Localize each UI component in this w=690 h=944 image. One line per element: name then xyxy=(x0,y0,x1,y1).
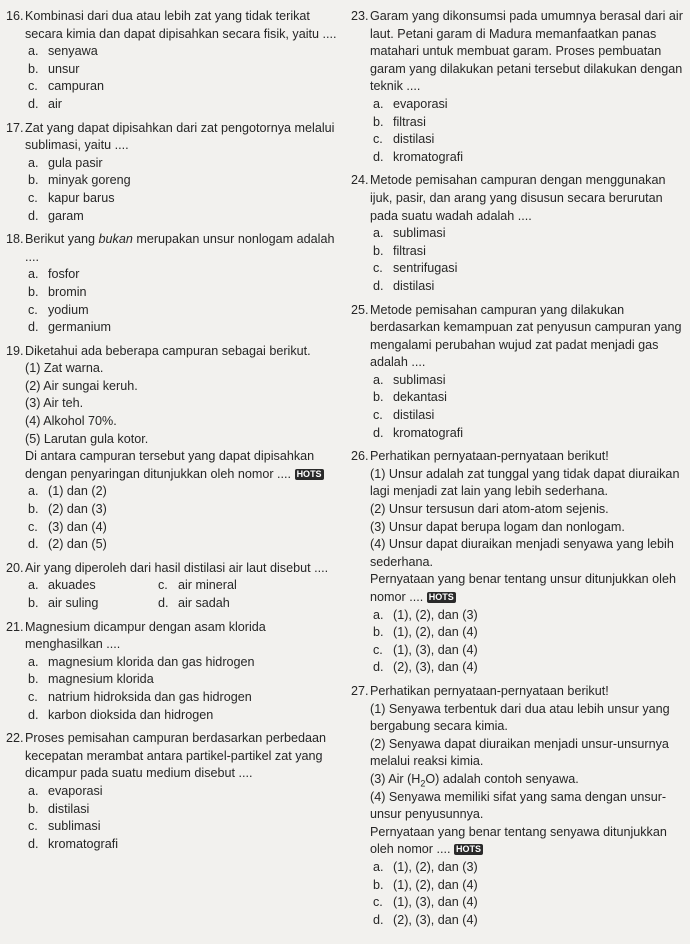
option-a[interactable]: a. magnesium klorida dan gas hidrogen xyxy=(28,654,255,669)
option-c[interactable]: c. (1), (3), dan (4) xyxy=(373,895,478,910)
option-c[interactable]: c. (1), (3), dan (4) xyxy=(373,642,478,657)
statement-item: (1) Senyawa terbentuk dari dua atau lebih unsur yang bergabung secara kimia. xyxy=(370,701,670,734)
question-number: 18. xyxy=(6,232,24,247)
question-stem: Diketahui ada beberapa campuran sebagai berikut. xyxy=(25,343,311,358)
option-b[interactable]: b. air suling xyxy=(28,596,99,610)
option-d[interactable]: d. germanium xyxy=(28,320,111,335)
mixture-list xyxy=(6,360,339,448)
statement-list xyxy=(351,701,684,824)
option-c[interactable]: c. distilasi xyxy=(373,408,435,423)
option-b[interactable]: b. (1), (2), dan (4) xyxy=(373,877,478,892)
question-17 xyxy=(6,120,339,226)
option-a[interactable]: a. senyawa xyxy=(28,44,98,59)
option-a[interactable]: a. gula pasir xyxy=(28,155,103,170)
question-stem: Perhatikan pernyataan-pernyataan berikut! xyxy=(370,449,609,464)
question-16 xyxy=(6,8,339,114)
list-item: (1) Zat warna. xyxy=(25,361,104,376)
question-stem: Zat yang dapat dipisahkan dari zat pengotornya melalui sublimasi, yaitu .... xyxy=(25,120,335,153)
option-c[interactable]: c. distilasi xyxy=(373,132,435,147)
option-c[interactable]: c. (3) dan (4) xyxy=(28,519,107,534)
list-item: (5) Larutan gula kotor. xyxy=(25,431,149,446)
option-b[interactable]: b. magnesium klorida xyxy=(28,672,154,687)
question-stem: Perhatikan pernyataan-pernyataan berikut! xyxy=(370,683,609,698)
question-number: 22. xyxy=(6,731,24,746)
emphasis-word: bukan xyxy=(98,232,133,247)
question-stem: Metode pemisahan campuran yang dilakukan berdasarkan kemampuan zat penyusun campuran yang mengalami perubahan wujud zat padat menjadi gas adalah .... xyxy=(370,302,682,370)
statement-item: (4) Senyawa memiliki sifat yang sama dengan unsur-unsur penyusunnya. xyxy=(370,789,667,822)
option-d[interactable]: d. distilasi xyxy=(373,278,435,293)
option-c[interactable]: c. air mineral xyxy=(158,578,237,593)
option-a[interactable]: a. fosfor xyxy=(28,267,80,282)
option-d[interactable]: d. (2), (3), dan (4) xyxy=(373,912,478,927)
question-number: 16. xyxy=(6,9,24,23)
option-b[interactable]: b. dekantasi xyxy=(373,390,447,405)
question-number: 20. xyxy=(6,560,24,575)
question-19 xyxy=(6,343,339,554)
question-number: 19. xyxy=(6,343,24,358)
question-27 xyxy=(351,683,684,929)
question-stem: Air yang diperoleh dari hasil distilasi air laut disebut .... xyxy=(25,560,329,575)
option-a[interactable]: a. akuades xyxy=(28,578,96,593)
option-d[interactable]: d. kromatografi xyxy=(373,425,463,440)
option-c[interactable]: c. yodium xyxy=(28,302,89,317)
option-c[interactable]: c. natrium hidroksida dan gas hidrogen xyxy=(28,689,252,704)
option-d[interactable]: d. (2), (3), dan (4) xyxy=(373,660,478,675)
statement-item: (2) Unsur tersusun dari atom-atom sejenis. xyxy=(370,502,609,517)
option-b[interactable]: b. filtrasi xyxy=(373,243,426,258)
option-b[interactable]: b. unsur xyxy=(28,61,80,76)
question-21 xyxy=(6,619,339,725)
option-b[interactable]: b. (2) dan (3) xyxy=(28,502,107,517)
question-note: Di antara campuran tersebut yang dapat dipisahkan dengan penyaringan ditunjukkan oleh nomor .... xyxy=(25,449,315,481)
option-b[interactable]: b. bromin xyxy=(28,284,87,299)
question-18: 18. Berikut yang bukan merupakan unsur nonlogam adalah .... a. fosfor b. bromin c. yodium d. germanium xyxy=(6,231,339,337)
question-number: 26. xyxy=(351,449,369,464)
option-b[interactable]: b. filtrasi xyxy=(373,114,426,129)
question-stem: Proses pemisahan campuran berdasarkan perbedaan kecepatan merambat antara partikel-partikel zat yang dicampur pada suatu medium disebut .... xyxy=(25,731,327,781)
question-stem: Metode pemisahan campuran dengan menggunakan ijuk, pasir, dan arang yang disusun secara berurutan pada suatu wadah adalah .... xyxy=(370,173,666,223)
option-d[interactable]: d. air sadah xyxy=(158,596,230,610)
option-a[interactable]: a. evaporasi xyxy=(373,96,448,111)
question-24 xyxy=(351,172,684,295)
statement-item: (1) Unsur adalah zat tunggal yang tidak dapat diuraikan lagi menjadi zat lain yang lebih sederhana. xyxy=(370,466,680,499)
option-d[interactable]: d. (2) dan (5) xyxy=(28,537,107,552)
option-d[interactable]: d. air xyxy=(28,96,62,111)
statement-list xyxy=(351,466,684,572)
question-stem: Garam yang dikonsumsi pada umumnya berasal dari air laut. Petani garam di Madura memanfaatkan panas matahari untuk membuat garam. Proses pembuatan garam yang dilakukan petani tersebut dilakukan dengan teknik .... xyxy=(370,9,683,94)
question-number: 23. xyxy=(351,9,369,23)
option-d[interactable]: d. kromatografi xyxy=(28,836,118,851)
statement-item: (2) Senyawa dapat diuraikan menjadi unsur-unsurnya melalui reaksi kimia. xyxy=(370,736,669,769)
option-b[interactable]: b. minyak goreng xyxy=(28,173,131,188)
option-c[interactable]: c. sublimasi xyxy=(28,819,101,834)
option-a[interactable]: a. (1), (2), dan (3) xyxy=(373,607,478,622)
question-number: 25. xyxy=(351,302,369,317)
question-note: Pernyataan yang benar tentang senyawa ditunjukkan oleh nomor .... xyxy=(370,824,667,857)
option-a[interactable]: a. sublimasi xyxy=(373,226,446,241)
list-item: (4) Alkohol 70%. xyxy=(25,414,117,429)
option-c[interactable]: c. campuran xyxy=(28,79,105,94)
question-25 xyxy=(351,302,684,443)
statement-item: (3) Air $(H_2O)$ adalah contoh senyawa. xyxy=(370,771,579,789)
option-b[interactable]: b. distilasi xyxy=(28,801,90,816)
option-b[interactable]: b. (1), (2), dan (4) xyxy=(373,625,478,640)
question-stem: Magnesium dicampur dengan asam klorida menghasilkan .... xyxy=(25,619,266,652)
statement-item: (3) Unsur dapat berupa logam dan nonlogam. xyxy=(370,519,625,534)
option-d[interactable]: d. karbon dioksida dan hidrogen xyxy=(28,707,214,722)
question-note: Pernyataan yang benar tentang unsur ditunjukkan oleh nomor .... xyxy=(370,572,676,604)
question-26 xyxy=(351,448,684,677)
question-number: 24. xyxy=(351,173,369,188)
question-number: 17. xyxy=(6,120,24,135)
option-a[interactable]: a. (1) dan (2) xyxy=(28,484,107,499)
left-column xyxy=(6,8,339,859)
option-a[interactable]: a. evaporasi xyxy=(28,783,103,798)
question-number: 27. xyxy=(351,683,369,698)
list-item: (2) Air sungai keruh. xyxy=(25,378,138,393)
hots-badge: HOTS xyxy=(456,844,482,855)
question-number: 21. xyxy=(6,619,24,634)
statement-item: (4) Unsur dapat diuraikan menjadi senyawa yang lebih sederhana. xyxy=(370,537,674,569)
hots-badge: HOTS xyxy=(296,468,322,479)
option-d[interactable]: d. garam xyxy=(28,208,84,223)
question-stem: Kombinasi dari dua atau lebih zat yang tidak terikat secara kimia dan dapat dipisahkan secara fisik, yaitu .... xyxy=(25,9,337,41)
hots-badge: HOTS xyxy=(428,592,454,602)
question-20 xyxy=(6,560,339,613)
option-c[interactable]: c. sentrifugasi xyxy=(373,261,458,276)
option-c[interactable]: c. kapur barus xyxy=(28,190,115,205)
option-a[interactable]: a. sublimasi xyxy=(373,372,446,387)
right-column xyxy=(351,8,684,935)
option-d[interactable]: d. kromatografi xyxy=(373,149,463,164)
list-item: (3) Air teh. xyxy=(25,396,84,411)
option-a[interactable]: a. (1), (2), dan (3) xyxy=(373,859,478,874)
question-22 xyxy=(6,730,339,853)
question-23 xyxy=(351,8,684,166)
